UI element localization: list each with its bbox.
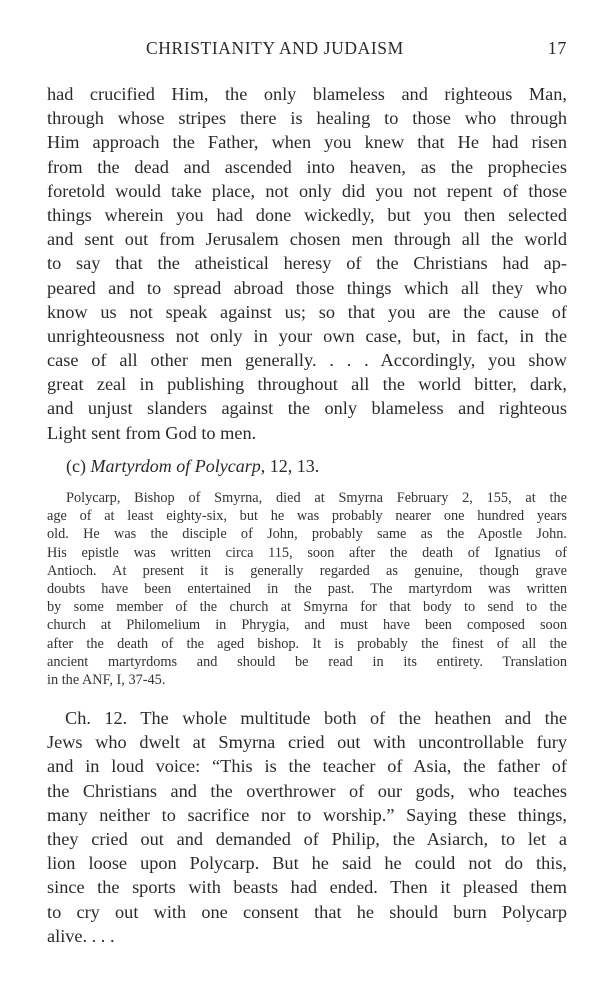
text-line: things wherein you had done wickedly, but you then selected [47,204,567,225]
note-line: old. He was the disciple of John, probably same as the Apostle John. [47,526,567,543]
text-line: from the dead and ascended into heaven, as the prophecies [47,156,567,177]
note-line: Polycarp, Bishop of Smyrna, died at Smyrna February 2, 155, at the [66,490,567,506]
text-line: unrighteousness not only in your own case, but, in fact, in the [47,325,567,346]
running-title: CHRISTIANITY AND JUDAISM [146,38,404,58]
note-line: in the ANF, I, 37-45. [47,671,166,688]
text-line: case of all other men generally. . . . Accordingly, you show [47,350,567,371]
text-line: peared and to spread abroad those things which all they who [47,277,567,298]
note-line: ancient martyrdoms and should be read in its entirety. Translation [47,653,567,670]
text-line: Him approach the Father, when you knew that He had risen [47,132,567,153]
note-line: by some member of the church at Smyrna for that body to send to the [47,599,567,616]
text-line: alive. . . . [47,925,115,946]
text-line: to say that the atheistical heresy of the Christians had ap- [47,253,567,274]
text-line: lion loose upon Polycarp. But he said he could not do this, [47,853,567,874]
note-line: age of at least eighty-six, but he was probably nearer one hundred years [47,508,567,525]
text-line: Light sent from God to men. [47,422,257,443]
section-reference: , 12, 13. [260,456,320,476]
text-line: and in loud voice: “This is the teacher of Asia, the father of [47,756,567,777]
passage-justin [47,82,567,445]
section-label: (c) [66,456,86,476]
text-line: since the sports with beasts had ended. Then it pleased them [47,877,567,898]
text-line: foretold would take place, not only did you not repent of those [47,180,567,201]
note-line: His epistle was written circa 115, soon after the death of Ignatius of [47,544,567,561]
running-header [47,38,567,64]
text-line: the Christians and the overthrower of our gods, who teaches [47,780,567,801]
page-number: 17 [547,38,567,58]
text-line: Jews who dwelt at Smyrna cried out with uncontrollable fury [47,732,567,753]
passage-polycarp [47,706,567,948]
text-line: Ch. 12. The whole multitude both of the heathen and the [65,708,567,728]
note-line: doubts have been entertained in the past. The martyrdom was written [47,580,567,597]
text-line: through whose stripes there is healing to those who through [47,108,567,129]
text-line: great zeal in publishing throughout all the world bitter, dark, [47,374,567,395]
section-title: Martyrdom of Polycarp [90,456,261,476]
text-line: and unjust slanders against the only blameless and righteous [47,398,567,419]
note-line: church at Philomelium in Phrygia, and must have been composed soon [47,617,567,634]
text-line: know us not speak against us; so that you are the cause of [47,301,567,322]
text-line: had crucified Him, the only blameless and righteous Man, [47,84,567,104]
text-line: to cry out with one consent that he should burn Polycarp [47,901,567,922]
note-line: Antioch. At present it is generally regarded as genuine, though grave [47,562,567,579]
note-line: after the death of the aged bishop. It is probably the finest of all the [47,635,567,652]
section-heading [66,456,586,477]
introductory-note [47,489,567,689]
text-line: and sent out from Jerusalem chosen men through all the world [47,229,567,250]
text-line: many neither to sacrifice nor to worship.” Saying these things, [47,804,567,825]
text-line: they cried out and demanded of Philip, the Asiarch, to let a [47,828,567,849]
